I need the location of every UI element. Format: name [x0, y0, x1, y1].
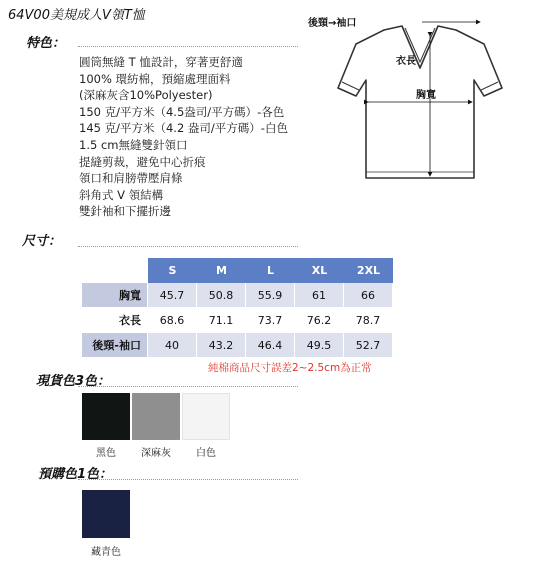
size-chart-table [82, 258, 393, 358]
table-row [82, 283, 393, 308]
table-cell: 78.7 [344, 308, 393, 333]
back-neck-sleeve-label: 後頸→袖口 [308, 18, 357, 29]
size-column-header: 2XL [344, 258, 393, 283]
size-tolerance-note: 純棉商品尺寸誤差2~2.5cm為正常 [208, 362, 372, 374]
row-label: 後頸-袖口 [82, 333, 148, 358]
stock-colors-divider [78, 386, 298, 387]
size-column-header: XL [295, 258, 344, 283]
table-row [82, 333, 393, 358]
chest-label: 胸寬 [416, 90, 436, 101]
features-list [79, 54, 288, 220]
feature-line: 100% 環紡棉，預縮處理面料 [79, 71, 231, 86]
table-cell: 40 [148, 333, 197, 358]
table-cell: 46.4 [246, 333, 295, 358]
sizes-divider [78, 246, 298, 247]
table-row [82, 308, 393, 333]
table-cell: 55.9 [246, 283, 295, 308]
row-label: 胸寬 [82, 283, 148, 308]
features-divider [78, 46, 298, 47]
stock-colors-heading: 現貨色3色： [36, 374, 111, 389]
table-cell: 68.6 [148, 308, 197, 333]
row-label: 衣長 [82, 308, 148, 333]
table-cell: 71.1 [197, 308, 246, 333]
color-label: 黑色 [96, 448, 116, 459]
feature-line: 圓筒無縫 T 恤設計，穿著更舒適 [79, 55, 243, 69]
feature-line: 雙針袖和下擺折邊 [79, 204, 171, 219]
features-heading: 特色： [26, 36, 66, 51]
color-swatch-navy[interactable] [82, 490, 130, 538]
feature-line: 斜角式 V 領結構 [79, 187, 164, 202]
feature-line: 領口和肩膀帶壓肩條 [79, 171, 183, 186]
table-cell: 73.7 [246, 308, 295, 333]
table-cell: 45.7 [148, 283, 197, 308]
feature-line: 145 克/平方米（4.2 盎司/平方碼）-白色 [79, 121, 288, 136]
preorder-colors-heading: 預購色1色： [38, 467, 113, 482]
color-swatch-white[interactable] [182, 393, 230, 440]
table-cell: 52.7 [344, 333, 393, 358]
table-cell: 50.8 [197, 283, 246, 308]
table-cell: 61 [295, 283, 344, 308]
size-column-header: S [148, 258, 197, 283]
color-label: 藏青色 [91, 547, 121, 558]
body-length-label: 衣長 [396, 56, 416, 67]
color-swatch-heather-grey[interactable] [132, 393, 180, 440]
table-cell: 43.2 [197, 333, 246, 358]
color-swatch-black[interactable] [82, 393, 130, 440]
size-column-header: L [246, 258, 295, 283]
feature-line: 提縫剪裁，避免中心折痕 [79, 154, 206, 169]
table-cell: 66 [344, 283, 393, 308]
color-label: 白色 [196, 448, 216, 459]
feature-line: 1.5 cm無縫雙針領口 [79, 137, 188, 152]
table-cell: 76.2 [295, 308, 344, 333]
preorder-colors-divider [78, 479, 298, 480]
feature-line: 150 克/平方米（4.5盎司/平方碼）-各色 [79, 104, 285, 119]
product-title: 64V00美規成人V領T恤 [8, 8, 145, 23]
size-column-header: M [197, 258, 246, 283]
table-cell: 49.5 [295, 333, 344, 358]
color-label: 深麻灰 [141, 448, 171, 459]
feature-line: (深麻灰含10%Polyester) [79, 88, 213, 103]
sizes-heading: 尺寸： [22, 234, 62, 249]
